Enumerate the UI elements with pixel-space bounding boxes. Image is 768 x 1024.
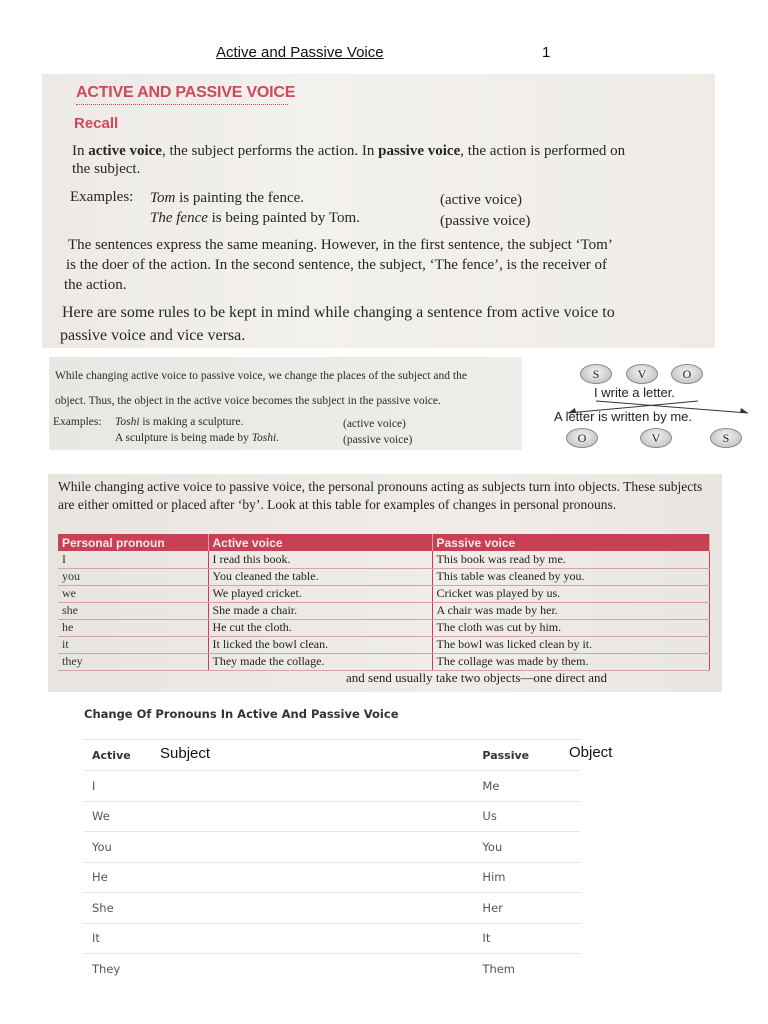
active-pronoun: I [84,771,482,802]
object-bubble: O [671,364,703,384]
table-header-row [84,740,580,771]
table-row [58,585,710,602]
section-heading: ACTIVE AND PASSIVE VOICE [76,84,296,101]
pronoun-table [84,739,580,984]
header-personal-pronoun: Personal pronoun [58,534,208,551]
passive-example-sentence: A letter is written by me. [554,409,692,424]
examples-label: Examples: [53,416,102,428]
object-label: Object [569,744,613,761]
object-bubble-bottom: O [566,428,598,448]
pronoun-table-title: Change Of Pronouns In Active And Passive Voice [84,707,399,721]
pronoun-cell: they [58,653,208,670]
active-cell: It licked the bowl clean. [208,636,432,653]
passive-pronoun: It [482,923,580,954]
active-cell: You cleaned the table. [208,568,432,585]
table-row [58,551,710,568]
table-row [58,568,710,585]
table-row [84,771,580,802]
example-passive-tag: (passive voice) [343,434,413,446]
active-cell: She made a chair. [208,602,432,619]
example-passive-tag: (passive voice) [440,213,531,229]
pronoun-cell: he [58,619,208,636]
rule-line-2: object. Thus, the object in the active voice becomes the subject in the passive voice. [55,395,441,407]
passive-cell: This book was read by me. [432,551,710,568]
passive-pronoun: Him [482,862,580,893]
table-row [84,893,580,924]
textbook-photo-subject-object [49,357,522,450]
pronoun-cell: you [58,568,208,585]
subject-label: Subject [160,745,211,762]
definition-line-1: In active voice, the subject performs the action. In passive voice, the action is performed on [72,143,626,159]
explanation-line-2: is the doer of the action. In the second sentence, the subject, ‘The fence’, is the receiver of [66,257,608,273]
explanation-line-3: the action. [64,277,127,293]
table-row [58,636,710,653]
recall-subheading: Recall [74,115,119,132]
table-row [58,653,710,670]
active-pronoun: You [84,832,482,863]
active-example-sentence: I write a letter. [594,385,675,400]
table-row [58,619,710,636]
table-row [84,923,580,954]
header-active-voice: Active voice [208,534,432,551]
passive-pronoun: You [482,832,580,863]
table-row [58,602,710,619]
passive-cell: The bowl was licked clean by it. [432,636,710,653]
pronoun-cell: I [58,551,208,568]
active-cell: We played cricket. [208,585,432,602]
active-cell: They made the collage. [208,653,432,670]
passive-pronoun: Us [482,801,580,832]
active-pronoun: It [84,923,482,954]
passive-pronoun: Them [482,954,580,985]
active-pronoun: They [84,954,482,985]
table-row [84,801,580,832]
verb-bubble-bottom: V [640,428,672,448]
header-passive: Passive [482,740,580,771]
rules-line-1: Here are some rules to be kept in mind while changing a sentence from active voice to [62,304,615,321]
header-passive-voice: Passive voice [432,534,710,551]
svo-diagram [548,358,758,452]
example-active-tag: (active voice) [440,192,523,208]
example-active-tag: (active voice) [343,418,406,430]
active-pronoun: She [84,893,482,924]
pronoun-intro-text: While changing active voice to passive voice, the personal pronouns acting as subjects turn into objects. These subjects are either omitted or placed after ‘by’. Look at this table for examples of changes in personal pronouns. [58,479,703,512]
passive-cell: The cloth was cut by him. [432,619,710,636]
subject-bubble: S [580,364,612,384]
document-title: Active and Passive Voice [216,44,384,61]
active-pronoun: We [84,801,482,832]
subject-bubble-bottom: S [710,428,742,448]
verb-bubble: V [626,364,658,384]
pronoun-cell: it [58,636,208,653]
example-active-sentence: Tom is painting the fence. [150,190,305,206]
passive-cell: A chair was made by her. [432,602,710,619]
textbook-photo-pronoun-table [48,474,722,692]
example-active: Toshi is making a sculpture. [115,416,244,428]
table-row [84,832,580,863]
active-pronoun: He [84,862,482,893]
explanation-line-1: The sentences express the same meaning. However, in the first sentence, the subject ‘Tom’ [68,237,613,253]
definition-line-2: the subject. [72,161,141,177]
pronoun-cell: we [58,585,208,602]
passive-pronoun: Me [482,771,580,802]
table-row [84,954,580,985]
passive-cell: This table was cleaned by you. [432,568,710,585]
heading-underline [76,104,288,105]
header-active: Active [84,740,482,771]
page-number: 1 [542,44,551,61]
passive-cell: The collage was made by them. [432,653,710,670]
pronoun-change-table [58,534,710,671]
passive-cell: Cricket was played by us. [432,585,710,602]
examples-label: Examples: [70,189,134,205]
rules-line-2: passive voice and vice versa. [60,327,246,344]
active-cell: I read this book. [208,551,432,568]
textbook-photo-recall [42,74,715,348]
table-row [84,862,580,893]
passive-pronoun: Her [482,893,580,924]
example-passive-sentence: The fence is being painted by Tom. [150,210,360,226]
example-passive: A sculpture is being made by Toshi. [115,432,280,444]
rule-line-1: While changing active voice to passive voice, we change the places of the subject and the [55,370,467,382]
cropped-tail-text: and send usually take two objects—one direct and [346,670,608,685]
pronoun-cell: she [58,602,208,619]
active-cell: He cut the cloth. [208,619,432,636]
